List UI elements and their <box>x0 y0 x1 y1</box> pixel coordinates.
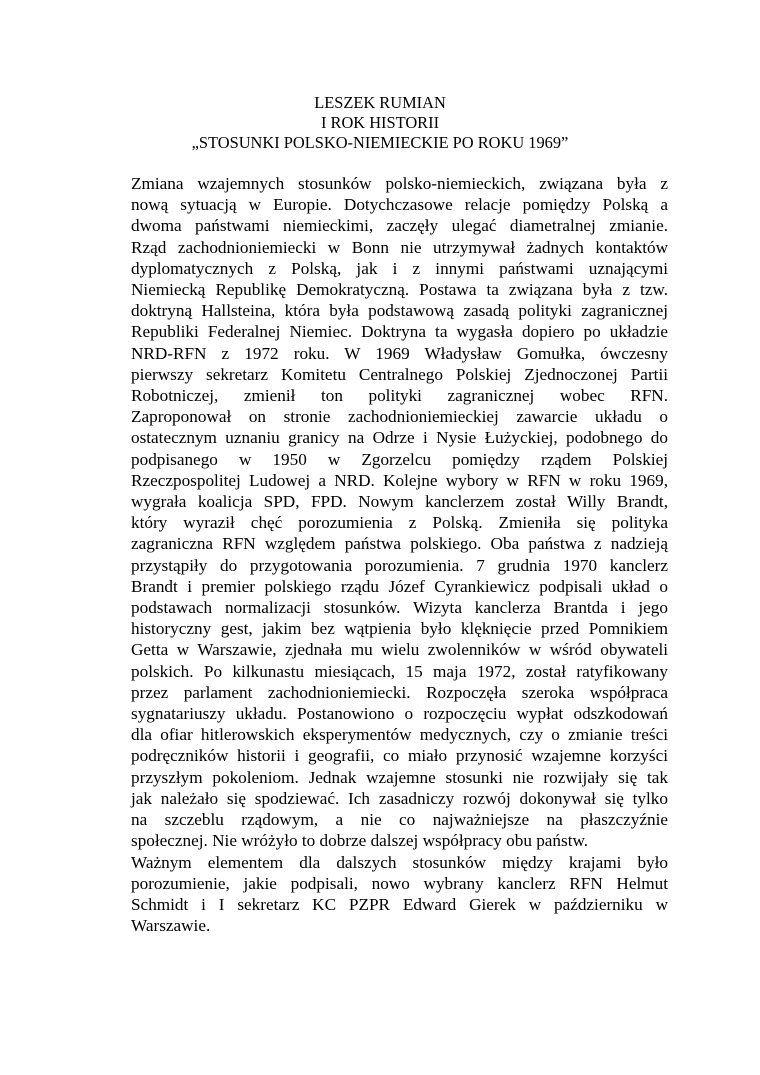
text-line: Schmidt i I sekretarz KC PZPR Edward Gierek w październiku w <box>131 894 668 914</box>
text-line: sygnatariuszy układu. Postanowiono o rozpoczęciu wypłat odszkodowań <box>131 704 668 724</box>
text-line: zagraniczna RFN względem państwa polskiego. Oba państwa z nadzieją <box>131 534 668 554</box>
text-line: Republiki Federalnej Niemiec. Doktryna ta wygasła dopiero po układzie <box>131 322 668 342</box>
text-line: który wyraził chęć porozumienia z Polską. Zmieniła się polityka <box>131 513 668 533</box>
text-line: dwoma państwami niemieckimi, zaczęły ulegać diametralnej zmianie. <box>131 216 668 236</box>
author-name: LESZEK RUMIAN <box>314 93 446 112</box>
paragraph <box>131 173 668 852</box>
text-line: Getta w Warszawie, zjednała mu wielu zwolenników w wśród obywateli <box>131 640 668 660</box>
text-line: podręczników historii i geografii, co miało przynosić wzajemne korzyści <box>131 746 668 766</box>
text-line: podpisanego w 1950 w Zgorzelcu pomiędzy rządem Polskiej <box>131 449 668 469</box>
text-line: ostatecznym uznaniu granicy na Odrze i Nysie Łużyckiej, podobnego do <box>131 428 668 448</box>
document-title: „STOSUNKI POLSKO-NIEMIECKIE PO ROKU 1969” <box>191 133 569 152</box>
text-line: historyczny gest, jakim bez wątpienia było klęknięcie przed Pomnikiem <box>131 619 668 639</box>
text-line: przystąpiły do przygotowania porozumienia. 7 grudnia 1970 kanclerz <box>131 555 668 575</box>
text-line: Zmiana wzajemnych stosunków polsko-niemieckich, związana była z <box>131 174 668 193</box>
text-line: pierwszy sekretarz Komitetu Centralnego Polskiej Zjednoczonej Partii <box>131 364 668 384</box>
document-subtitle: I ROK HISTORII <box>320 113 440 132</box>
text-line: społecznej. Nie wróżyło to dobrze dalszej współpracy obu państw. <box>131 831 589 851</box>
text-line: porozumienie, jakie podpisali, nowo wybrany kanclerz RFN Helmut <box>131 873 668 893</box>
text-line: przez parlament zachodnioniemiecki. Rozpoczęła szeroka współpraca <box>131 682 668 702</box>
text-line: Warszawie. <box>131 916 211 936</box>
text-line: doktryną Hallsteina, która była podstawową zasadą polityki zagranicznej <box>131 301 668 321</box>
text-line: Robotniczej, zmienił ton polityki zagranicznej wobec RFN. <box>131 386 668 406</box>
text-line: Brandt i premier polskiego rządu Józef Cyrankiewicz podpisali układ o <box>131 576 668 596</box>
text-line: na szczeblu rządowym, a nie co najważniejsze na płaszczyźnie <box>131 810 668 830</box>
text-line: wygrała koalicja SPD, FPD. Nowym kanclerzem został Willy Brandt, <box>131 492 668 512</box>
text-line: jak należało się spodziewać. Ich zasadniczy rozwój dokonywał się tylko <box>131 788 668 808</box>
text-line: dla ofiar hitlerowskich eksperymentów medycznych, czy o zmianie treści <box>131 725 668 745</box>
text-line: Rząd zachodnioniemiecki w Bonn nie utrzymywał żadnych kontaktów <box>131 237 668 257</box>
text-line: Ważnym elementem dla dalszych stosunków między krajami było <box>131 852 668 872</box>
text-line: Niemiecką Republikę Demokratyczną. Postawa ta związana była z tzw. <box>131 280 668 300</box>
text-line: polskich. Po kilkunastu miesiącach, 15 maja 1972, został ratyfikowany <box>131 661 668 681</box>
document-header <box>0 93 760 153</box>
document-body <box>131 173 668 936</box>
text-line: podstawach normalizacji stosunków. Wizyta kanclerza Brantda i jego <box>131 598 668 618</box>
text-line: dyplomatycznych z Polską, jak i z innymi państwami uznającymi <box>131 258 668 278</box>
text-line: Zaproponował on stronie zachodnioniemieckiej zawarcie układu o <box>131 407 668 427</box>
text-line: przyszłym pokoleniom. Jednak wzajemne stosunki nie rozwijały się tak <box>131 767 668 787</box>
text-line: Rzeczpospolitej Ludowej a NRD. Kolejne wybory w RFN w roku 1969, <box>131 470 668 490</box>
text-line: NRD-RFN z 1972 roku. W 1969 Władysław Gomułka, ówczesny <box>131 343 668 363</box>
paragraph <box>131 852 668 937</box>
text-line: nową sytuacją w Europie. Dotychczasowe relacje pomiędzy Polską a <box>131 195 668 215</box>
